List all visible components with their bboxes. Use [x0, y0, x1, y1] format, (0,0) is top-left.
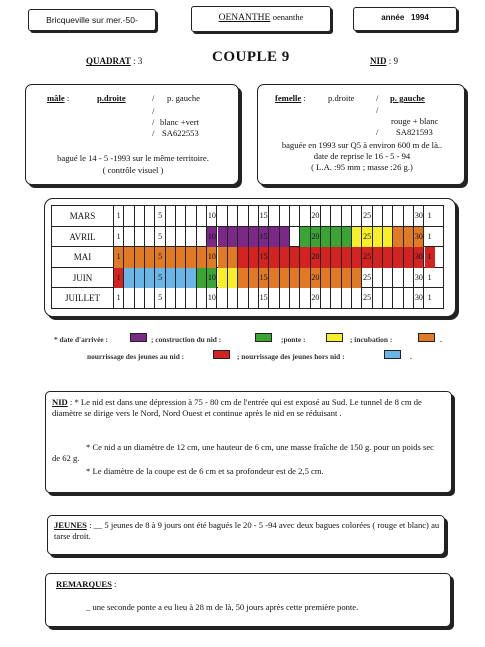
day-cell: [249, 247, 259, 268]
day-cell: [166, 268, 176, 289]
day-cell: 20: [311, 227, 321, 248]
day-cell: [197, 247, 207, 268]
day-cell: [393, 247, 403, 268]
remarques-title-line: [56, 579, 116, 590]
day-cell: 5: [155, 227, 165, 248]
day-cell: [228, 227, 238, 248]
calendar-row-juillet: [52, 288, 443, 309]
month-label: JUIN: [52, 268, 114, 289]
day-cell: [404, 206, 414, 227]
calendar-row-mai: [52, 247, 443, 268]
day-cell: [124, 268, 134, 289]
day-cell: [352, 227, 362, 248]
month-label: MARS: [52, 206, 114, 227]
day-cell: 10: [207, 227, 217, 248]
female-box: [257, 84, 465, 185]
day-cell: [280, 247, 290, 268]
year-value: 1994: [411, 13, 429, 22]
day-cell: 1: [427, 293, 432, 303]
nid-paragraph-3: * Le diamètre de la coupe est de 6 cm et sa profondeur est de 2,5 cm.: [86, 466, 324, 476]
day-cell: [300, 227, 310, 248]
nid-value: : 9: [388, 56, 399, 66]
quadrat-line: [86, 56, 142, 66]
day-cell: 20: [311, 268, 321, 289]
day-cell: [383, 247, 393, 268]
male-box: [25, 84, 239, 185]
day-cell: [342, 206, 352, 227]
day-cell: [238, 227, 248, 248]
day-cell: [166, 227, 176, 248]
day-cell: [321, 206, 331, 227]
day-cell: [321, 247, 331, 268]
day-cell: [238, 288, 248, 309]
remarques-section: [45, 573, 451, 627]
day-cell: 15: [259, 227, 269, 248]
day-cell: [280, 268, 290, 289]
day-cell: 30: [414, 227, 424, 248]
day-cell: [404, 268, 414, 289]
day-cell: [404, 288, 414, 309]
male-rings-left: blanc +vert: [160, 117, 199, 127]
day-cell: [331, 227, 341, 248]
calendar-grid: [51, 205, 444, 309]
day-cell: [331, 206, 341, 227]
day-cell: [124, 288, 134, 309]
legend-construction-label: ; construction du nid :: [151, 335, 222, 344]
day-cell: [197, 227, 207, 248]
day-cell: [176, 288, 186, 309]
day-cell: [393, 268, 403, 289]
remarques-colon: :: [114, 579, 117, 589]
day-cell: [166, 288, 176, 309]
month-label: JUILLET: [52, 288, 114, 309]
day-cell: [373, 206, 383, 227]
female-label: femelle: [275, 93, 302, 103]
day-cell: [135, 268, 145, 289]
day-cell: [176, 247, 186, 268]
jeunes-paragraph: [54, 520, 440, 542]
month-label: MAI: [52, 247, 114, 268]
male-leg-right: p.droite: [97, 93, 126, 103]
month-label: AVRIL: [52, 227, 114, 248]
day-cell: [373, 268, 383, 289]
day-cell: 25: [362, 247, 372, 268]
day-cell: [321, 268, 331, 289]
day-cell: [145, 268, 155, 289]
day-cell: [393, 206, 403, 227]
day-cell: [331, 288, 341, 309]
day-cell: 1: [114, 268, 124, 289]
day-cell: [290, 206, 300, 227]
day-cell: [269, 206, 279, 227]
day-cell: 1: [427, 272, 432, 282]
species-title: [192, 12, 330, 23]
day-cell: 30: [414, 268, 424, 289]
legend-construction-swatch: [255, 333, 272, 342]
day-cell: [186, 288, 196, 309]
day-cell: [238, 247, 248, 268]
day-cell: [331, 247, 341, 268]
nid-line: [370, 56, 398, 66]
day-cell: [290, 227, 300, 248]
legend-ponte-label: ;ponte :: [281, 335, 306, 344]
year-line: [354, 13, 456, 22]
female-slash-2: /: [376, 105, 379, 115]
jeunes-text: : __ 5 jeunes de 8 à 9 jours ont été bagués le 20 - 5 -94 avec deux bagues colorées ( rouge et blanc) au tarse droit.: [54, 520, 440, 541]
day-cell: 15: [259, 268, 269, 289]
day-cell: [280, 288, 290, 309]
jeunes-title: JEUNES: [54, 520, 87, 530]
nid-section-title: NID: [52, 397, 68, 407]
day-cell: 1: [427, 211, 432, 220]
legend-arrival-label: * date d'arrivée :: [54, 335, 108, 344]
day-cell: [352, 268, 362, 289]
day-cell: [269, 288, 279, 309]
day-cell: [269, 268, 279, 289]
couple-title: COUPLE 9: [212, 49, 290, 65]
day-cell: [280, 206, 290, 227]
legend-nourrissage-hors-nid-swatch: [384, 350, 401, 359]
day-cell: [280, 227, 290, 248]
day-cell: [404, 227, 414, 248]
male-label-line: [47, 93, 69, 104]
day-cell: [166, 247, 176, 268]
day-cell: 30: [414, 247, 424, 268]
day-cell: [290, 288, 300, 309]
female-note-3: ( L.A. :95 mm ; masse :26 g.): [311, 162, 413, 172]
day-cell: 1: [114, 206, 124, 227]
male-slash-2: /: [152, 106, 155, 116]
day-cell: 10: [207, 206, 217, 227]
day-cell: [238, 268, 248, 289]
day-cell: [249, 206, 259, 227]
day-cell: 1: [425, 247, 435, 268]
day-cell: [186, 247, 196, 268]
day-cell: [352, 247, 362, 268]
location-box: [28, 9, 156, 31]
nid-paragraph-1: [52, 397, 444, 419]
day-cell: [342, 288, 352, 309]
male-leg-left: p. gauche: [167, 93, 200, 103]
calendar-row-mars: [52, 206, 443, 227]
day-cell: 25: [362, 288, 372, 309]
male-label: mâle: [47, 93, 65, 103]
quadrat-value: : 3: [133, 56, 143, 66]
day-cell: [186, 268, 196, 289]
day-cell: [352, 206, 362, 227]
male-note-1: bagué le 14 - 5 -1993 sur le même territoire.: [57, 153, 209, 163]
day-cell: [176, 227, 186, 248]
day-cell: [228, 288, 238, 309]
day-cell: 25: [362, 206, 372, 227]
day-cell: [249, 288, 259, 309]
male-slash-1: /: [152, 93, 155, 103]
female-slash-1: /: [376, 93, 379, 103]
day-cell: [218, 227, 228, 248]
legend-nourrissage-nid-label: nourrissage des jeunes au nid :: [87, 352, 185, 361]
day-cell: [249, 227, 259, 248]
male-slash-3: /: [152, 117, 155, 127]
legend-end-1: .: [440, 335, 442, 344]
male-colon: :: [66, 93, 70, 103]
day-cell: [383, 206, 393, 227]
day-cell: 20: [311, 288, 321, 309]
day-cell: 15: [259, 288, 269, 309]
day-cell: 10: [207, 268, 217, 289]
day-cell: [342, 268, 352, 289]
day-cell: [373, 288, 383, 309]
day-cell: [383, 227, 393, 248]
day-cell: [124, 247, 134, 268]
day-cell: 20: [311, 206, 321, 227]
legend-ponte-swatch: [326, 333, 343, 342]
day-cell: 1: [427, 231, 432, 241]
jeunes-section: [47, 515, 445, 555]
day-cell: 10: [207, 247, 217, 268]
remarques-title: REMARQUES: [56, 579, 112, 589]
day-cell: [135, 247, 145, 268]
day-cell: [342, 247, 352, 268]
day-cell: 5: [155, 247, 165, 268]
species-genus: OENANTHE: [218, 13, 271, 23]
legend-arrival-swatch: [130, 333, 147, 342]
calendar-box: [44, 198, 456, 317]
male-note-2: ( contrôle visuel ): [102, 165, 164, 175]
female-note-2: date de reprise le 16 - 5 - 94: [313, 151, 411, 161]
day-cell: [300, 206, 310, 227]
nid-text-1: : * Le nid est dans une dépression à 75 - 80 cm de l'entrée qui est exposé au Sud. Le tunnel de 8 cm de diamètre se dirige vers le Nord, Nord Ouest et continue après le nid en se réduisant .: [52, 397, 422, 418]
day-cell: [228, 247, 238, 268]
day-cell: [404, 247, 414, 268]
legend-nourrissage-nid-swatch: [213, 350, 230, 359]
day-cell: 1: [114, 288, 124, 309]
female-rings-left: rouge + blanc: [391, 116, 439, 126]
species-box: [191, 6, 331, 32]
male-slash-4: /: [152, 128, 155, 138]
day-cell: 5: [155, 268, 165, 289]
calendar-row-avril: [52, 227, 443, 248]
day-cell: [145, 227, 155, 248]
day-cell: 15: [259, 247, 269, 268]
day-cell: [373, 227, 383, 248]
day-cell: 25: [362, 268, 372, 289]
quadrat-label: QUADRAT: [86, 56, 131, 66]
calendar-row-juin: [52, 268, 443, 289]
day-cell: [218, 268, 228, 289]
day-cell: [135, 288, 145, 309]
day-cell: [352, 288, 362, 309]
day-cell: [373, 247, 383, 268]
day-cell: 25: [362, 227, 372, 248]
day-cell: [218, 206, 228, 227]
day-cell: [124, 227, 134, 248]
day-cell: [124, 206, 134, 227]
female-note-1: baguée en 1993 sur Q5 à environ 600 m de là..: [281, 140, 443, 150]
day-cell: [197, 268, 207, 289]
day-cell: [176, 268, 186, 289]
remarques-text: _ une seconde ponte a eu lieu à 28 m de là, 50 jours après cette première ponte.: [86, 602, 359, 612]
day-cell: [218, 288, 228, 309]
day-cell: [186, 227, 196, 248]
day-cell: [135, 206, 145, 227]
day-cell: [145, 247, 155, 268]
female-leg-right: p.droite: [328, 93, 355, 103]
day-cell: [342, 227, 352, 248]
day-cell: 15: [259, 206, 269, 227]
female-label-line: [275, 93, 306, 104]
day-cell: 20: [311, 247, 321, 268]
female-slash-3: /: [376, 127, 379, 137]
species-latin: oenanthe: [272, 12, 304, 22]
day-cell: [135, 227, 145, 248]
female-leg-left: p. gauche: [390, 93, 425, 103]
day-cell: [249, 268, 259, 289]
day-cell: [300, 288, 310, 309]
legend-incubation-label: ; incubation :: [350, 335, 393, 344]
day-cell: [238, 206, 248, 227]
day-cell: [269, 227, 279, 248]
year-label: année: [381, 13, 405, 22]
day-cell: [197, 206, 207, 227]
day-cell: [269, 247, 279, 268]
day-cell: [145, 288, 155, 309]
day-cell: [145, 206, 155, 227]
day-cell: [228, 268, 238, 289]
day-cell: [290, 268, 300, 289]
female-colon: :: [303, 93, 306, 103]
day-cell: [393, 227, 403, 248]
day-cell: 5: [155, 206, 165, 227]
day-cell: [321, 288, 331, 309]
legend-nourrissage-hors-nid-label: ; nourrissage des jeunes hors nid :: [237, 352, 345, 361]
day-cell: 10: [207, 288, 217, 309]
female-ring-number: SA821593: [396, 127, 433, 137]
day-cell: 30: [414, 206, 424, 227]
nid-section: [45, 391, 452, 493]
nid-paragraph-2: * Ce nid a un diamètre de 12 cm, une hauteur de 6 cm, une masse fraîche de 150 g. pour un poids sec de 62 g.: [52, 442, 434, 463]
day-cell: [300, 268, 310, 289]
day-cell: [197, 288, 207, 309]
day-cell: [383, 288, 393, 309]
day-cell: [176, 206, 186, 227]
day-cell: [166, 206, 176, 227]
day-cell: [321, 227, 331, 248]
day-cell: [393, 288, 403, 309]
day-cell: 30: [414, 288, 424, 309]
day-cell: [218, 247, 228, 268]
location-text: Bricqueville sur mer.-50-: [46, 15, 138, 25]
day-cell: 1: [114, 247, 124, 268]
day-cell: [383, 268, 393, 289]
day-cell: 5: [155, 288, 165, 309]
day-cell: [331, 268, 341, 289]
legend-end-2: .: [410, 352, 412, 361]
legend-incubation-swatch: [418, 333, 435, 342]
year-box: [353, 7, 457, 31]
nid-label: NID: [370, 56, 387, 66]
day-cell: [290, 247, 300, 268]
day-cell: [228, 206, 238, 227]
day-cell: [300, 247, 310, 268]
male-ring-number: SA622553: [162, 128, 199, 138]
day-cell: [186, 206, 196, 227]
day-cell: 1: [114, 227, 124, 248]
